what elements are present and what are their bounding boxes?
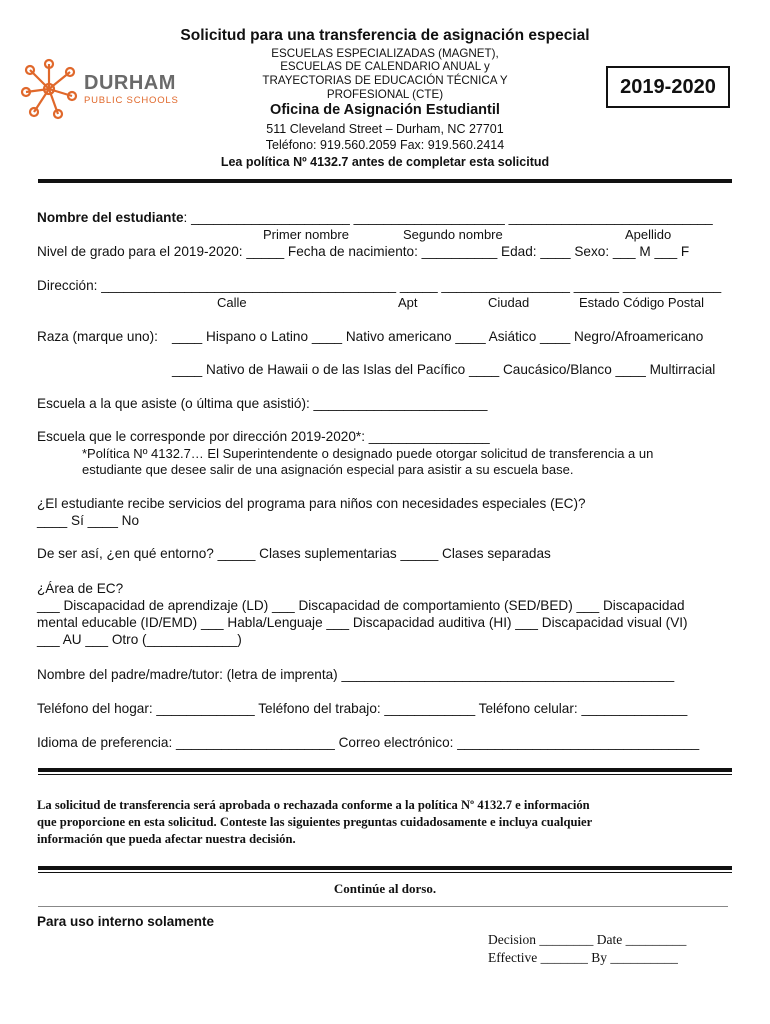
ec-area-label: ¿Área de EC? — [37, 581, 124, 596]
internal-use-label: Para uso interno solamente — [37, 914, 215, 929]
section-divider — [38, 768, 732, 772]
policy-note: *Política Nº 4132.7… El Superintendente o designado puede otorgar solicitud de transferencia a un — [82, 446, 654, 461]
notice-text: información que pueda afectar nuestra decisión. — [37, 832, 296, 846]
notice-divider — [38, 872, 732, 873]
school-assigned-row[interactable]: Escuela que le corresponde por dirección 2019-2020*: ________________ — [37, 429, 490, 444]
ec-area-options[interactable]: ___ Discapacidad de aprendizaje (LD) ___ Discapacidad de comportamiento (SED/BED) ___ Discapacidad — [37, 598, 685, 613]
subtitle-line: TRAYECTORIAS DE EDUCACIÓN TÉCNICA Y — [262, 74, 508, 87]
subtitle-line: PROFESIONAL (CTE) — [326, 88, 444, 101]
middle-name-caption: Segundo nombre — [403, 227, 503, 242]
subtitle-line: ESCUELAS DE CALENDARIO ANUAL y — [280, 60, 490, 73]
apt-caption: Apt — [398, 295, 418, 310]
logo-name: DURHAM — [84, 72, 176, 94]
student-name-label: Nombre del estudiante — [37, 210, 184, 225]
year-box: 2019-2020 — [606, 66, 730, 108]
ec-question: ¿El estudiante recibe servicios del programa para niños con necesidades especiales (EC)? — [37, 496, 586, 511]
address-row[interactable]: Dirección: _______________________________________ _____ _________________ ______ _____________ — [37, 278, 722, 293]
student-name-row[interactable] — [37, 210, 713, 225]
office-name: Oficina de Asignación Estudiantil — [270, 102, 500, 118]
race-label: Raza (marque uno): — [37, 329, 158, 344]
school-attending-row[interactable]: Escuela a la que asiste (o última que asistió): _______________________ — [37, 396, 488, 411]
ec-area-options[interactable]: ___ AU ___ Otro (____________) — [37, 632, 242, 647]
decision-date-row[interactable]: Decision ________ Date _________ — [488, 932, 687, 947]
ec-answer-row[interactable]: ____ Sí ____ No — [37, 513, 140, 528]
logo-subtitle: PUBLIC SCHOOLS — [84, 95, 179, 106]
header-divider — [38, 179, 732, 183]
subtitle-line: ESCUELAS ESPECIALIZADAS (MAGNET), — [271, 47, 499, 60]
race-options-1[interactable]: ____ Hispano o Latino ____ Nativo americano ____ Asiático ____ Negro/Afroamericano — [172, 329, 704, 344]
form-title: Solicitud para una transferencia de asignación especial — [180, 27, 590, 44]
street-caption: Calle — [217, 295, 247, 310]
ec-area-options[interactable]: mental educable (ID/EMD) ___ Habla/Lenguaje ___ Discapacidad auditiva (HI) ___ Discapacidad visual (VI) — [37, 615, 688, 630]
phones-row[interactable]: Teléfono del hogar: _____________ Teléfono del trabajo: ____________ Teléfono celular: ______________ — [37, 701, 688, 716]
city-caption: Ciudad — [488, 295, 530, 310]
first-name-caption: Primer nombre — [263, 227, 349, 242]
footer-rule — [38, 906, 728, 907]
student-name-blanks: : _____________________ ____________________ ___________________________ — [183, 210, 713, 225]
office-address: 511 Cleveland Street – Durham, NC 27701 — [266, 122, 504, 136]
notice-text: La solicitud de transferencia será aprobada o rechazada conforme a la política Nº 4132.7 e información — [37, 798, 590, 812]
language-email-row[interactable]: Idioma de preferencia: _____________________ Correo electrónico: ________________________________ — [37, 735, 700, 750]
section-divider — [38, 774, 732, 775]
notice-text: que proporcione en esta solicitud. Conteste las siguientes preguntas cuidadosamente e incluya cualquier — [37, 815, 593, 829]
continue-note: Continúe al dorso. — [333, 881, 437, 896]
policy-note: estudiante que desee salir de una asignación especial para asistir a su escuela base. — [82, 462, 574, 477]
last-name-caption: Apellido — [625, 227, 672, 242]
office-phone: Teléfono: 919.560.2059 Fax: 919.560.2414 — [265, 138, 505, 152]
state-zip-caption: Estado Código Postal — [579, 295, 705, 310]
guardian-row[interactable]: Nombre del padre/madre/tutor: (letra de imprenta) ____________________________________________ — [37, 667, 675, 682]
notice-divider — [38, 866, 732, 870]
setting-row[interactable]: De ser así, ¿en qué entorno? _____ Clases suplementarias _____ Clases separadas — [37, 546, 551, 561]
effective-by-row[interactable]: Effective _______ By __________ — [488, 950, 678, 965]
race-options-2[interactable]: ____ Nativo de Hawaii o de las Islas del Pacífico ____ Caucásico/Blanco ____ Multirracial — [172, 362, 716, 377]
grade-birth-row[interactable]: Nivel de grado para el 2019-2020: _____ Fecha de nacimiento: __________ Edad: ____ Sexo: ___ M ___ F — [37, 244, 690, 259]
policy-notice: Lea política Nº 4132.7 antes de completar esta solicitud — [220, 155, 550, 169]
